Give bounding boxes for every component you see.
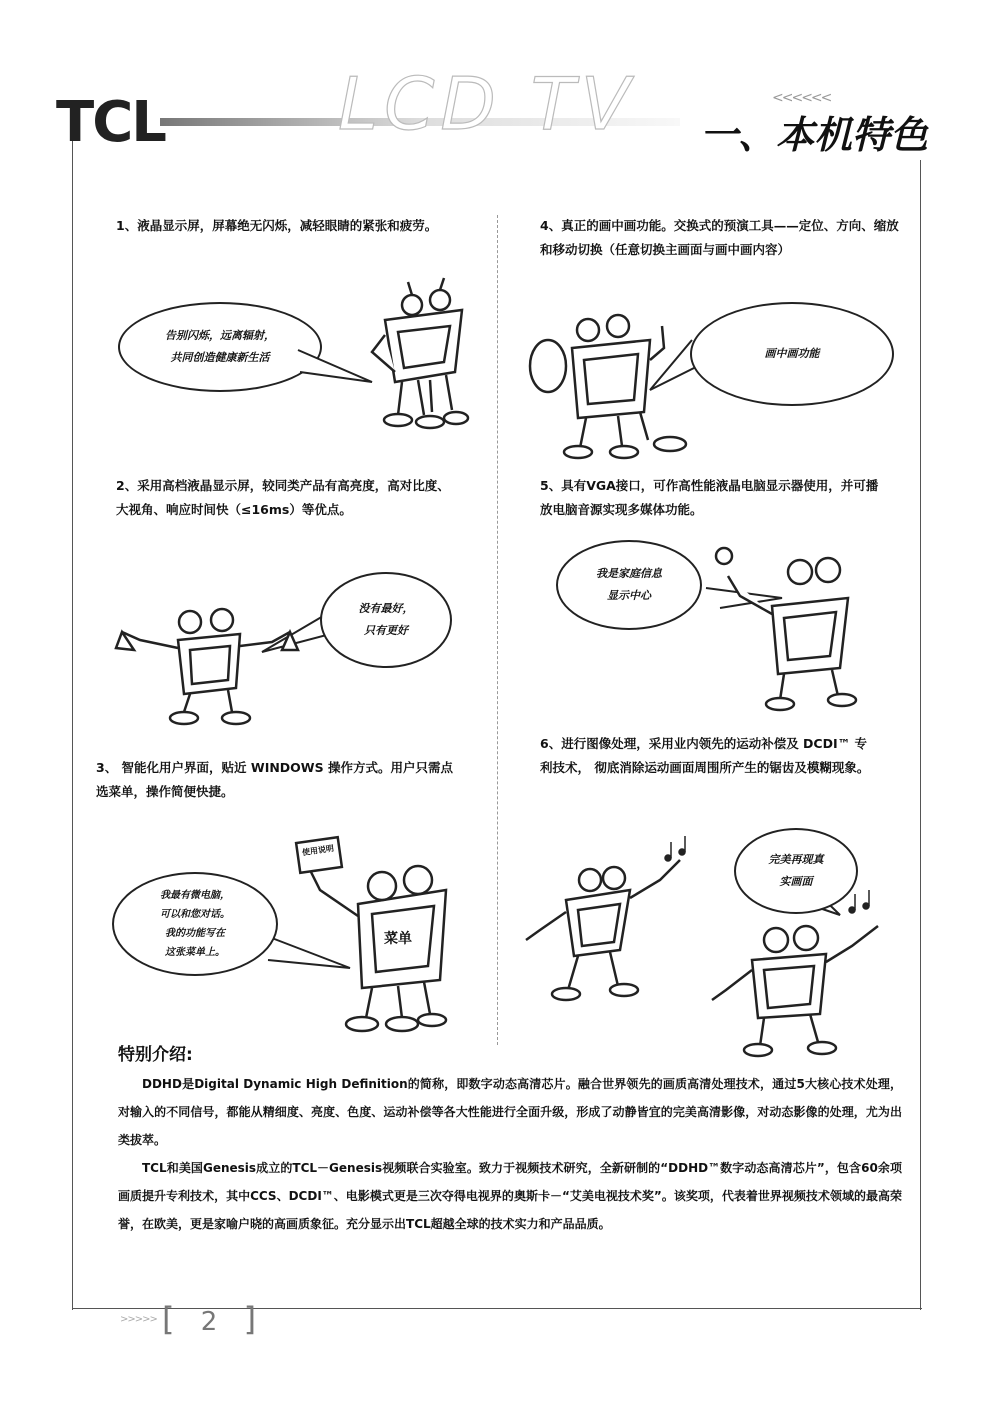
bubble-line: 我最有微电脑， [160,890,230,901]
bubble-line: 可以和您对话。 [160,909,230,920]
feature-4-bubble [690,302,894,406]
page-number [162,1300,256,1338]
footer-decoration: >>>>> [120,1314,157,1325]
bubble-line: 告别闪烁，远离辐射， [165,329,275,342]
manual-card-label: 使用说明 [301,843,335,858]
tcl-logo: TCL [56,90,165,155]
product-title: LCD TV [338,62,636,146]
bubble-line: 实画面 [779,875,813,888]
bracket-right: ] [243,1300,257,1338]
bracket-left: [ [162,1300,175,1338]
bubble-line: 只有更好 [364,624,408,637]
feature-5-tv-character [716,548,856,710]
feature-1-tv-character [372,278,468,428]
feature-3-bubble [112,872,278,976]
feature-2-tv-character [116,609,298,724]
bubble-line: 显示中心 [607,589,651,602]
bubble-line: 完美再现真 [768,853,824,866]
feature-1-text: 1、液晶显示屏，屏幕绝无闪烁，减轻眼睛的紧张和疲劳。 [116,218,438,233]
menu-screen-label: 菜单 [384,931,412,947]
feature-5-text: 5、具有VGA接口，可作高性能液晶电脑显示器使用，并可播放电脑音源实现多媒体功能。 [540,478,879,517]
feature-6-text: 6、进行图像处理，采用业内领先的运动补偿及 DCDI™ 专利技术， 彻底消除运动画面周围所产生的锯齿及模糊现象。 [540,736,870,775]
bubble-line: 我的功能写在 [165,928,225,939]
feature-3-text: 3、 智能化用户界面，贴近 WINDOWS 操作方式。用户只需点选菜单，操作简便快捷。 [96,760,453,799]
intro-paragraph-1: DDHD是Digital Dynamic High Definition的简称，即数字动态高清芯片。融合世界领先的画质高清处理技术，通过5大核心技术处理，对输入的不同信号，都能从精细度、亮度、色度、运动补偿等各大性能进行全面升级，形成了动静皆宜的完美高清影像，对动态影像的处理，尤为出类拔萃。 [118,1077,902,1147]
feature-6-tv-character-right [712,926,878,1056]
bubble-line: 共同创造健康新生活 [170,351,270,364]
bubble-line: 画中画功能 [764,347,820,360]
feature-2-bubble [320,572,452,668]
bubble-line: 没有最好， [358,602,414,615]
intro-paragraph-2: TCL和美国Genesis成立的TCL－Genesis视频联合实验室。致力于视频技术研究，全新研制的“DDHD™数字动态高清芯片”，包含60余项画质提升专利技术，其中CCS、DCDI™、电影模式更是三次夺得电视界的奥斯卡－“艾美电视技术奖”。该奖项，代表着世界视频技术领域的最高荣誉，在欧美，更是家喻户晓的高画质象征。充分显示出TCL超越全球的技术实力和产品品质。 [118,1161,902,1231]
feature-3-bubble-tail [264,935,350,968]
feature-6-bubble [734,828,858,914]
feature-1-bubble-tail [298,350,372,382]
feature-4-tv-character [530,315,686,458]
bubble-line: 我是家庭信息 [596,567,662,580]
feature-3-tv-character [296,837,446,1031]
feature-4-text: 4、真正的画中画功能。交换式的预演工具——定位、方向、缩放和移动切换（任意切换主画面与画中画内容） [540,218,899,257]
page-number-value: 2 [200,1307,218,1337]
feature-5-bubble [556,540,702,630]
feature-6-tv-character-left [526,860,680,1000]
header-decoration: <<<<<< [772,90,831,106]
bubble-line: 这张菜单上。 [165,947,225,958]
intro-title: 特别介绍: [118,1045,193,1065]
feature-2-text: 2、采用高档液晶显示屏，较同类产品有高亮度，高对比度、大视角、响应时间快（≤16ms）等优点。 [116,478,450,517]
section-title: 一、本机特色 [700,113,929,157]
